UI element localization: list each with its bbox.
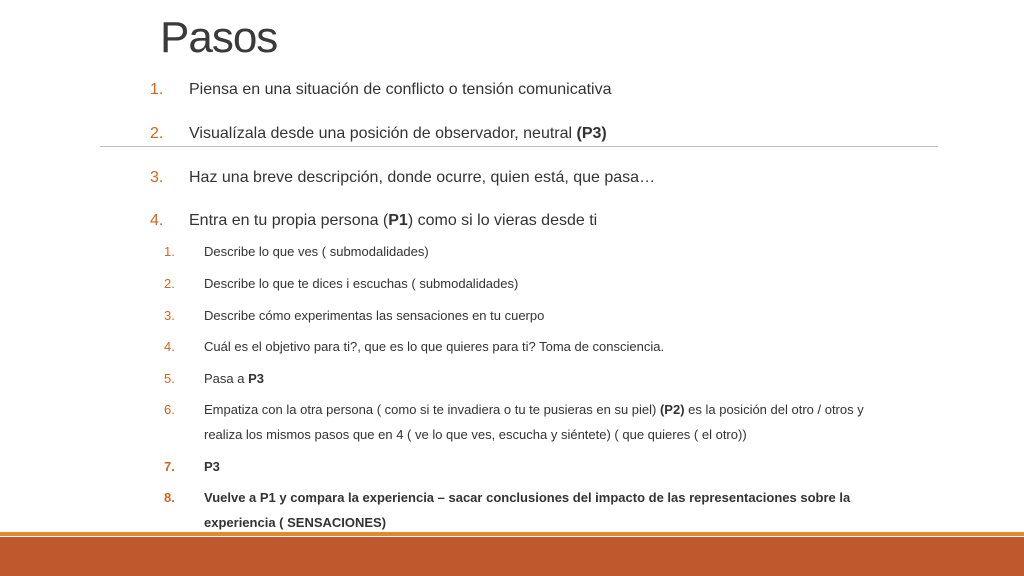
list-item bbox=[150, 211, 597, 231]
sublist-number: 8. bbox=[164, 490, 175, 505]
list-item bbox=[150, 80, 611, 100]
list-text: Piensa en una situación de conflicto o tensión comunicativa bbox=[189, 81, 612, 98]
sublist-item bbox=[164, 366, 864, 391]
sublist-number: 2. bbox=[164, 276, 175, 291]
list-text-part: Entra en tu propia persona ( bbox=[189, 212, 389, 229]
sublist-item bbox=[164, 334, 864, 359]
list-number: 3. bbox=[150, 169, 164, 186]
sublist-text-part: Empatiza con la otra persona ( como si te invadiera o tu te pusieras en su piel) bbox=[204, 402, 660, 417]
list-text: Haz una breve descripción, donde ocurre, quien está, que pasa… bbox=[189, 169, 656, 186]
sublist-number: 1. bbox=[164, 244, 175, 259]
sublist-text bbox=[204, 397, 864, 447]
sublist-text bbox=[204, 485, 864, 535]
sublist-item bbox=[164, 485, 864, 535]
sublist-text-bold: (P2) bbox=[659, 402, 685, 417]
list-text-part: Visualízala desde una posición de observador, neutral bbox=[189, 125, 577, 142]
sublist-number: 7. bbox=[164, 459, 175, 474]
sublist-text bbox=[204, 366, 264, 391]
sublist-text-bold: P3 bbox=[248, 371, 264, 386]
sublist-text-part: es la posición del otro / otros y realiza los mismos pasos que en 4 ( ve lo que ves, escucha y siéntete) ( que quieres ( el otro)) bbox=[204, 402, 864, 442]
list-text-bold: (P3) bbox=[576, 125, 607, 142]
list-item bbox=[150, 124, 607, 144]
sublist-text bbox=[204, 454, 220, 479]
sublist-item bbox=[164, 239, 864, 264]
sublist-text-bold: Vuelve a P1 y compara la experiencia – sacar conclusiones del impacto de las representaciones sobre la experiencia ( SENSACIONES) bbox=[204, 490, 851, 530]
sublist-item bbox=[164, 454, 864, 479]
sublist-item bbox=[164, 397, 864, 447]
sublist-text: Describe lo que te dices i escuchas ( submodalidades) bbox=[204, 276, 519, 291]
slide-title: Pasos bbox=[160, 13, 278, 62]
list-number: 2. bbox=[150, 125, 164, 142]
list-text bbox=[189, 124, 607, 144]
sublist-number: 5. bbox=[164, 371, 175, 386]
sublist-text-part: Pasa a bbox=[204, 371, 249, 386]
sublist-item bbox=[164, 271, 864, 296]
list-text-part: ) como si lo vieras desde ti bbox=[407, 212, 598, 229]
sublist-text: Describe cómo experimentas las sensaciones en tu cuerpo bbox=[204, 308, 545, 323]
footer-bar bbox=[0, 537, 1024, 576]
sublist-text: Cuál es el objetivo para ti?, que es lo que quieres para ti? Toma de consciencia. bbox=[204, 339, 665, 354]
sublist-text: Describe lo que ves ( submodalidades) bbox=[204, 244, 429, 259]
sublist-number: 3. bbox=[164, 308, 175, 323]
sublist-number: 4. bbox=[164, 339, 175, 354]
divider bbox=[100, 146, 938, 147]
list-number: 1. bbox=[150, 81, 164, 98]
list-text-bold: P1 bbox=[388, 212, 408, 229]
sublist-number: 6. bbox=[164, 402, 175, 417]
footer-accent-line bbox=[0, 532, 1024, 536]
list-item bbox=[150, 168, 655, 188]
list-text bbox=[189, 211, 597, 231]
sublist-item bbox=[164, 303, 864, 328]
list-number: 4. bbox=[150, 212, 164, 229]
sublist-text-bold: P3 bbox=[204, 459, 220, 474]
